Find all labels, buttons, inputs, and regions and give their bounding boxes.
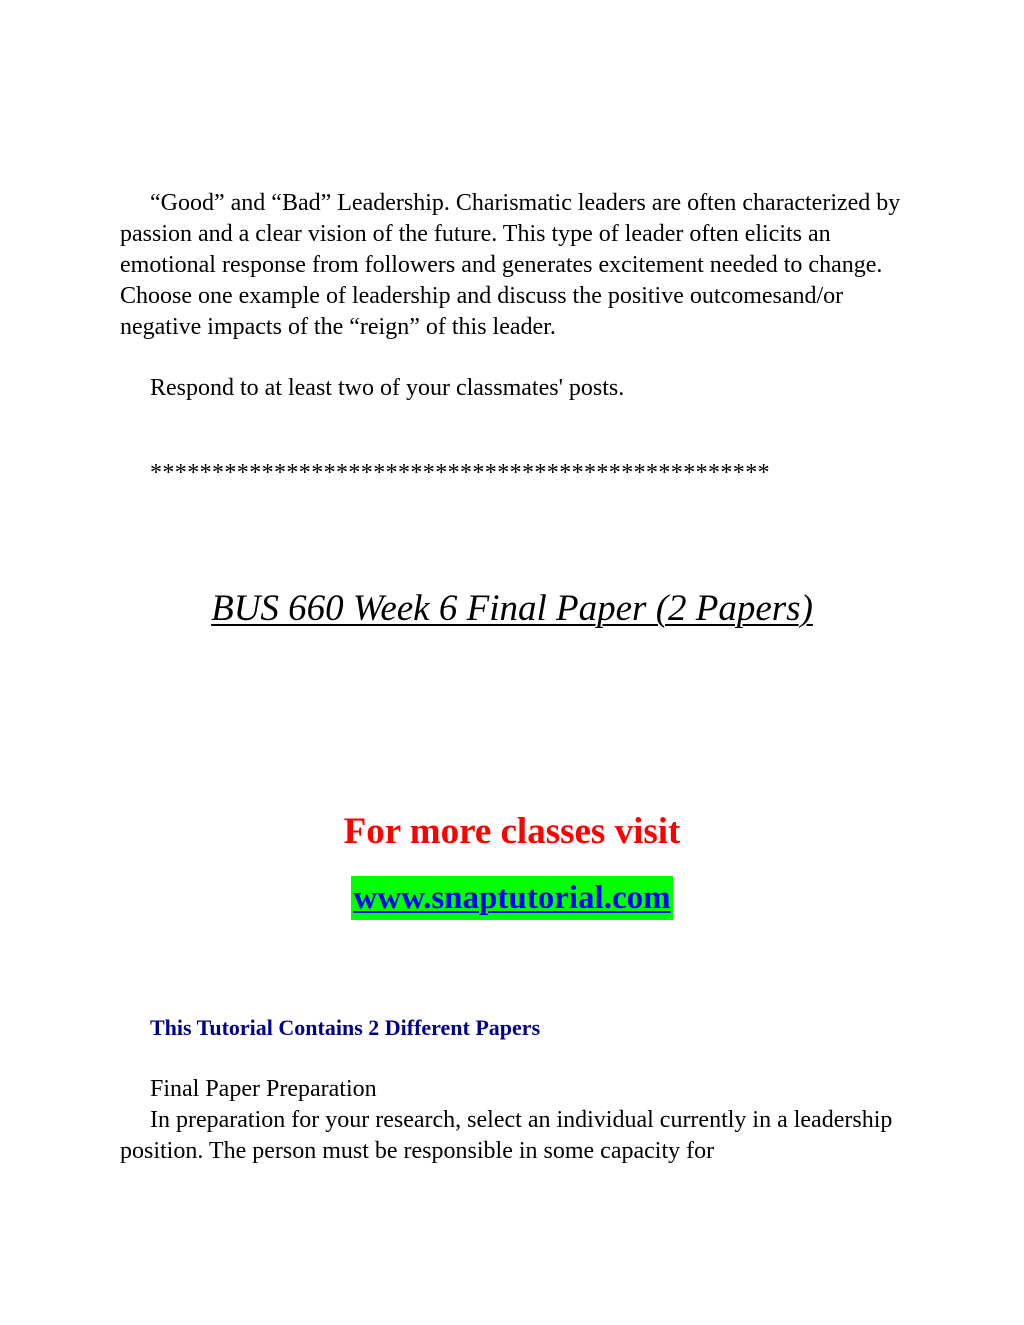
- promo-link-container: [0, 876, 1024, 920]
- separator-asterisks: **************************************************: [150, 460, 770, 486]
- promo-visit-text: For more classes visit: [343, 811, 681, 852]
- preparation-paragraph: In preparation for your research, select an individual currently in a leadership position. The person must be responsible in some capacity for: [120, 1107, 893, 1164]
- tutorial-title: This Tutorial Contains 2 Different Papers: [150, 1015, 541, 1040]
- respond-instruction: Respond to at least two of your classmates' posts.: [150, 375, 625, 401]
- snaptutorial-link[interactable]: www.snaptutorial.com: [351, 876, 672, 920]
- final-paper-preparation-heading: Final Paper Preparation: [150, 1076, 377, 1102]
- intro-paragraph: “Good” and “Bad” Leadership. Charismatic leaders are often characterized by passion and a clear vision of the future. This type of leader often elicits an emotional response from followers and generates excitement needed to change. Choose one example of leadership and discuss the positive outcomesand/or negative impacts of the “reign” of this leader.: [120, 190, 901, 340]
- course-heading[interactable]: BUS 660 Week 6 Final Paper (2 Papers): [211, 588, 813, 629]
